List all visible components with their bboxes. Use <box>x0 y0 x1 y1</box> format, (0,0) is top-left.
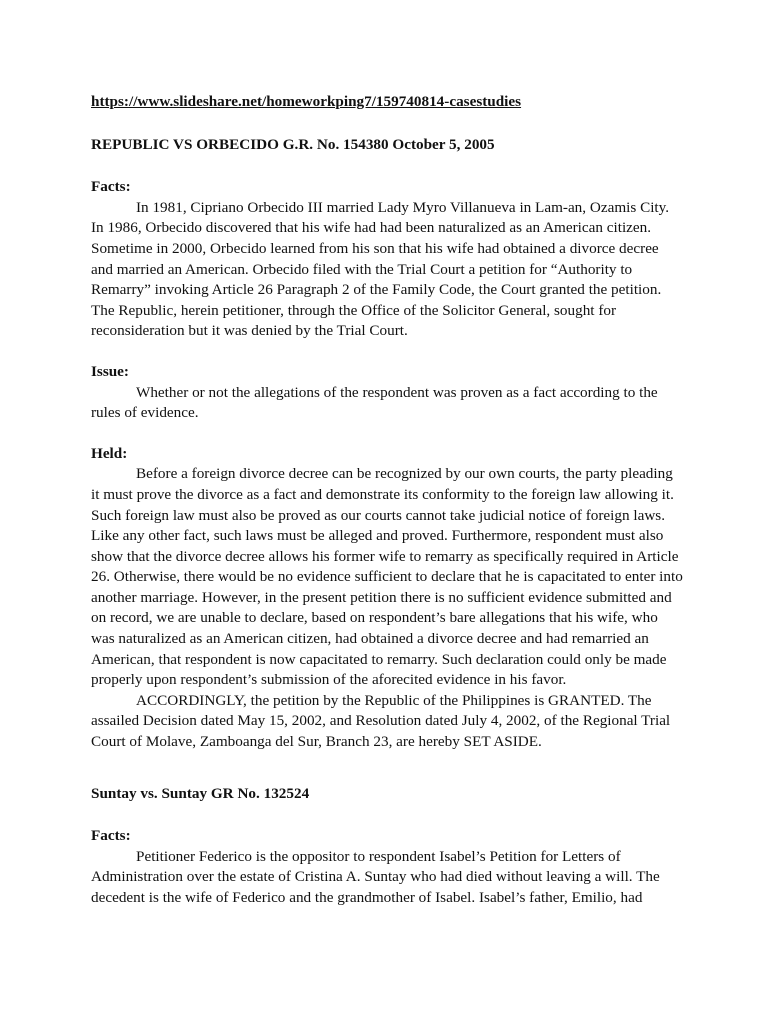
document-page <box>91 92 691 909</box>
paragraph-line: Such foreign law must also be proved as our courts cannot take judicial notice of foreign laws. <box>91 506 666 524</box>
facts-paragraph <box>91 847 691 909</box>
case-title: Suntay vs. Suntay GR No. 132524 <box>91 784 310 802</box>
source-link[interactable]: https://www.slideshare.net/homeworkping7/159740814-casestudies <box>91 93 522 110</box>
paragraph-line: Court of Molave, Zamboanga del Sur, Branch 23, are hereby SET ASIDE. <box>91 733 542 751</box>
paragraph-line: rules of evidence. <box>91 404 199 422</box>
paragraph-line: decedent is the wife of Federico and the grandmother of Isabel. Isabel’s father, Emilio, had <box>91 889 643 906</box>
paragraph-line: Whether or not the allegations of the respondent was proven as a fact according to the <box>136 383 658 401</box>
paragraph-line: In 1986, Orbecido discovered that his wife had had been naturalized as an American citizen. <box>91 219 652 237</box>
issue-paragraph <box>91 383 691 424</box>
paragraph-line: The Republic, herein petitioner, through the Office of the Solicitor General, sought for <box>91 301 617 319</box>
paragraph-line: Remarry” invoking Article 26 Paragraph 2 of the Family Code, the Court granted the petition. <box>91 281 662 299</box>
paragraph-line: In 1981, Cipriano Orbecido III married Lady Myro Villanueva in Lam-an, Ozamis City. <box>136 198 670 216</box>
paragraph-line: reconsideration but it was denied by the Trial Court. <box>91 322 408 340</box>
paragraph-line: show that the divorce decree allows his former wife to remarry as specifically required in Article <box>91 547 679 565</box>
case-title: REPUBLIC VS ORBECIDO G.R. No. 154380 October 5, 2005 <box>91 135 495 153</box>
facts-heading: Facts: <box>91 827 131 845</box>
paragraph-line: assailed Decision dated May 15, 2002, and Resolution dated July 4, 2002, of the Regional Trial <box>91 712 671 730</box>
paragraph-line: American, that respondent is now capacitated to remarry. Such declaration could only be made <box>91 650 667 668</box>
paragraph-line: Before a foreign divorce decree can be recognized by our own courts, the party pleading <box>136 465 673 483</box>
paragraph-line: and married an American. Orbecido filed with the Trial Court a petition for “Authority to <box>91 260 633 278</box>
paragraph-line: ACCORDINGLY, the petition by the Republic of the Philippines is GRANTED. The <box>136 691 652 709</box>
paragraph-line: Like any other fact, such laws must be alleged and proved. Furthermore, respondent must also <box>91 527 664 545</box>
paragraph-line: another marriage. However, in the present petition there is no sufficient evidence submitted and <box>91 588 672 606</box>
paragraph-line: Administration over the estate of Cristina A. Suntay who had died without leaving a will. The <box>91 868 660 886</box>
held-paragraph <box>91 464 691 691</box>
paragraph-line: Sometime in 2000, Orbecido learned from his son that his wife had obtained a divorce decree <box>91 239 659 257</box>
paragraph-line: on record, we are unable to declare, based on respondent’s bare allegations that his wife, who <box>91 609 658 627</box>
held-heading: Held: <box>91 444 128 462</box>
paragraph-line: 26. Otherwise, there would be no evidence sufficient to declare that he is capacitated to enter into <box>91 568 683 586</box>
paragraph-line: was naturalized as an American citizen, had obtained a divorce decree and had remarried an <box>91 630 649 648</box>
paragraph-line: properly upon respondent’s submission of the aforecited evidence in his favor. <box>91 671 567 689</box>
issue-heading: Issue: <box>91 362 129 380</box>
paragraph-line: it must prove the divorce as a fact and demonstrate its conformity to the foreign law allowing it. <box>91 485 674 503</box>
facts-paragraph <box>91 198 691 342</box>
facts-heading: Facts: <box>91 178 131 196</box>
held-paragraph-2 <box>91 691 691 753</box>
paragraph-line: Petitioner Federico is the oppositor to respondent Isabel’s Petition for Letters of <box>136 847 621 865</box>
